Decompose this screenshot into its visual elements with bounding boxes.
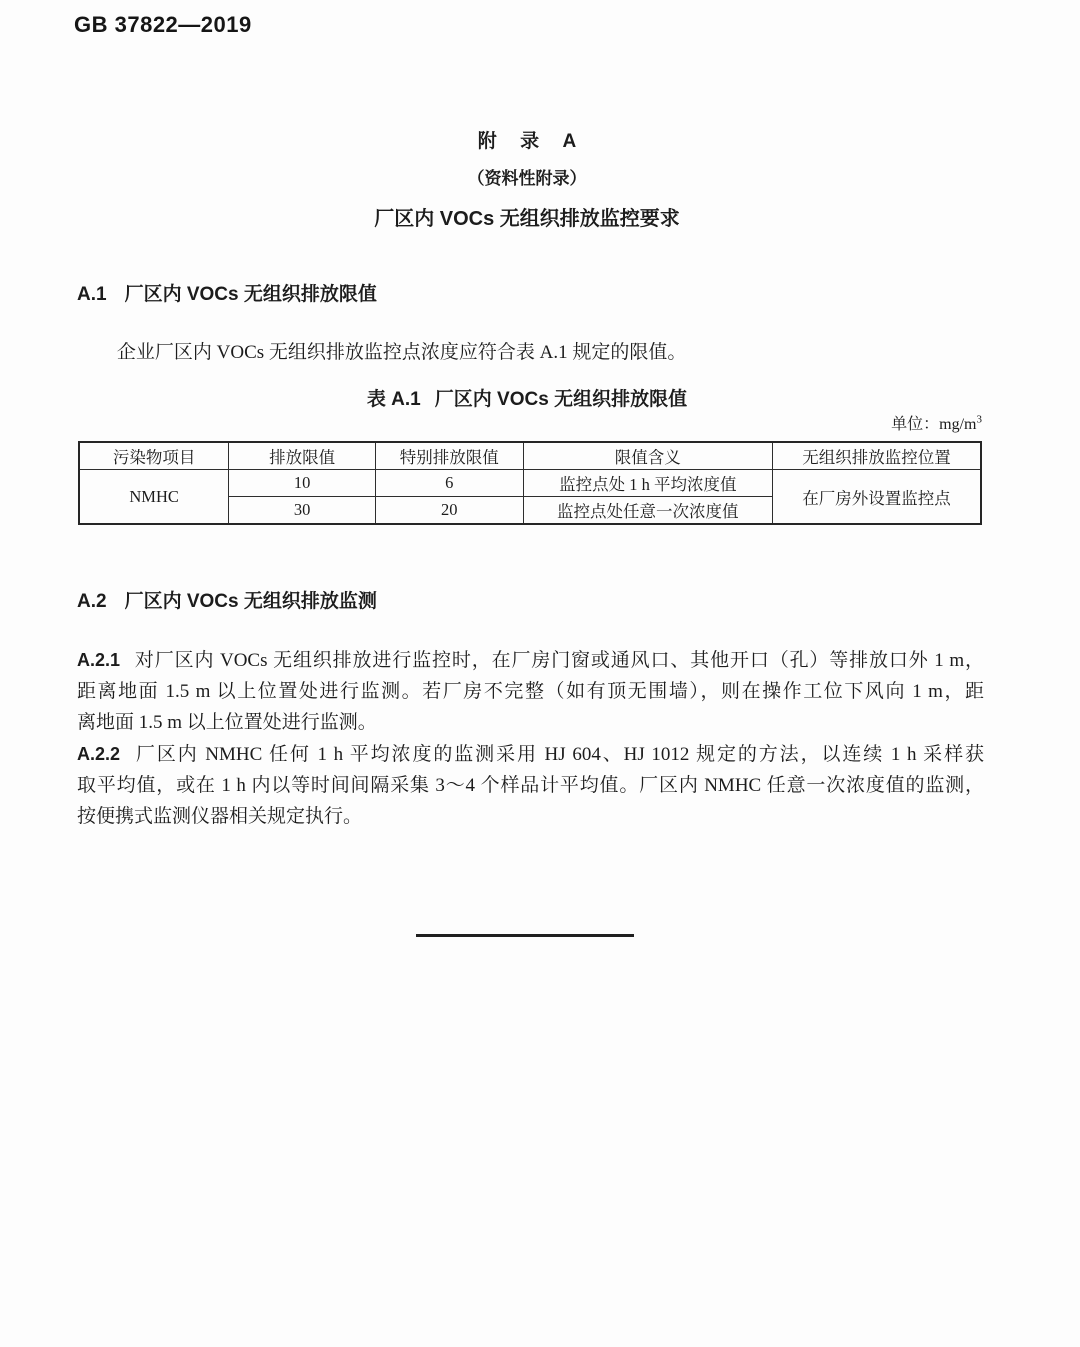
table-a1-caption-title: 厂区内 VOCs 无组织排放限值 [434,389,688,410]
end-of-text-divider [416,934,634,937]
appendix-subtitle: （资料性附录） [467,169,587,188]
col-header-limit: 排放限值 [229,442,376,470]
col-header-meaning: 限值含义 [523,442,772,470]
section-a2-body [77,645,984,832]
col-header-pollutant: 污染物项目 [79,442,229,470]
clause-a21-line1 [77,645,984,676]
table-a1-unit [891,411,982,434]
unit-superscript: 3 [976,413,982,426]
section-a1-heading [77,279,377,306]
appendix-title-block [0,126,1054,231]
cell-meaning-1: 监控点处 1 h 平均浓度值 [523,470,772,497]
clause-a22-line2: 取平均值，或在 1 h 内以等时间间隔采集 3～4 个样品计平均值。厂区内 NMHC 任意一次浓度值的监测， [77,774,984,796]
section-a1-number: A.1 [77,284,107,305]
clause-a22-line1 [77,739,984,770]
clause-a22-text1: 厂区内 NMHC 任何 1 h 平均浓度的监测采用 HJ 604、HJ 1012 规定的方法，以连续 1 h 采样获 [134,743,984,765]
table-row [79,470,981,497]
cell-monitor-location: 在厂房外设置监控点 [772,470,981,525]
clause-a21-line2: 距离地面 1.5 m 以上位置处进行监测。若厂房不完整（如有顶无围墙），则在操作工位下风向 1 m，距 [77,681,984,703]
cell-limit-2: 30 [229,497,376,525]
cell-pollutant: NMHC [79,470,229,525]
table-a1-caption-label: 表 A.1 [366,389,421,410]
section-a2-number: A.2 [77,591,107,612]
col-header-location: 无组织排放监控位置 [772,442,981,470]
clause-a22-label: A.2.2 [77,743,121,764]
appendix-heading: 厂区内 VOCs 无组织排放监控要求 [374,208,680,230]
clause-a22-line3: 按便携式监测仪器相关规定执行。 [77,806,363,828]
section-a2-title: 厂区内 VOCs 无组织排放监测 [124,591,377,612]
cell-special-limit-2: 20 [375,497,523,525]
clause-a21-text1: 对厂区内 VOCs 无组织排放进行监控时，在厂房门窗或通风口、其他开口（孔）等排放口外 1 m， [134,650,984,671]
cell-limit-1: 10 [229,470,376,497]
cell-meaning-2: 监控点处任意一次浓度值 [523,497,772,525]
standard-number: GB 37822—2019 [74,12,252,37]
appendix-title: 附 录 A [477,131,577,152]
section-a2-heading [77,586,377,613]
cell-special-limit-1: 6 [375,470,523,497]
clause-a21-line3: 离地面 1.5 m 以上位置处进行监测。 [77,712,377,734]
section-a1-title: 厂区内 VOCs 无组织排放限值 [124,284,377,305]
clause-a21-label: A.2.1 [77,650,121,670]
col-header-special-limit: 特别排放限值 [375,442,523,470]
unit-label: 单位：mg/m [891,416,977,433]
table-a1 [78,441,982,525]
table-a1-caption [0,384,1054,411]
table-header-row [79,442,981,470]
section-a1-paragraph: 企业厂区内 VOCs 无组织排放监控点浓度应符合表 A.1 规定的限值。 [116,342,687,363]
